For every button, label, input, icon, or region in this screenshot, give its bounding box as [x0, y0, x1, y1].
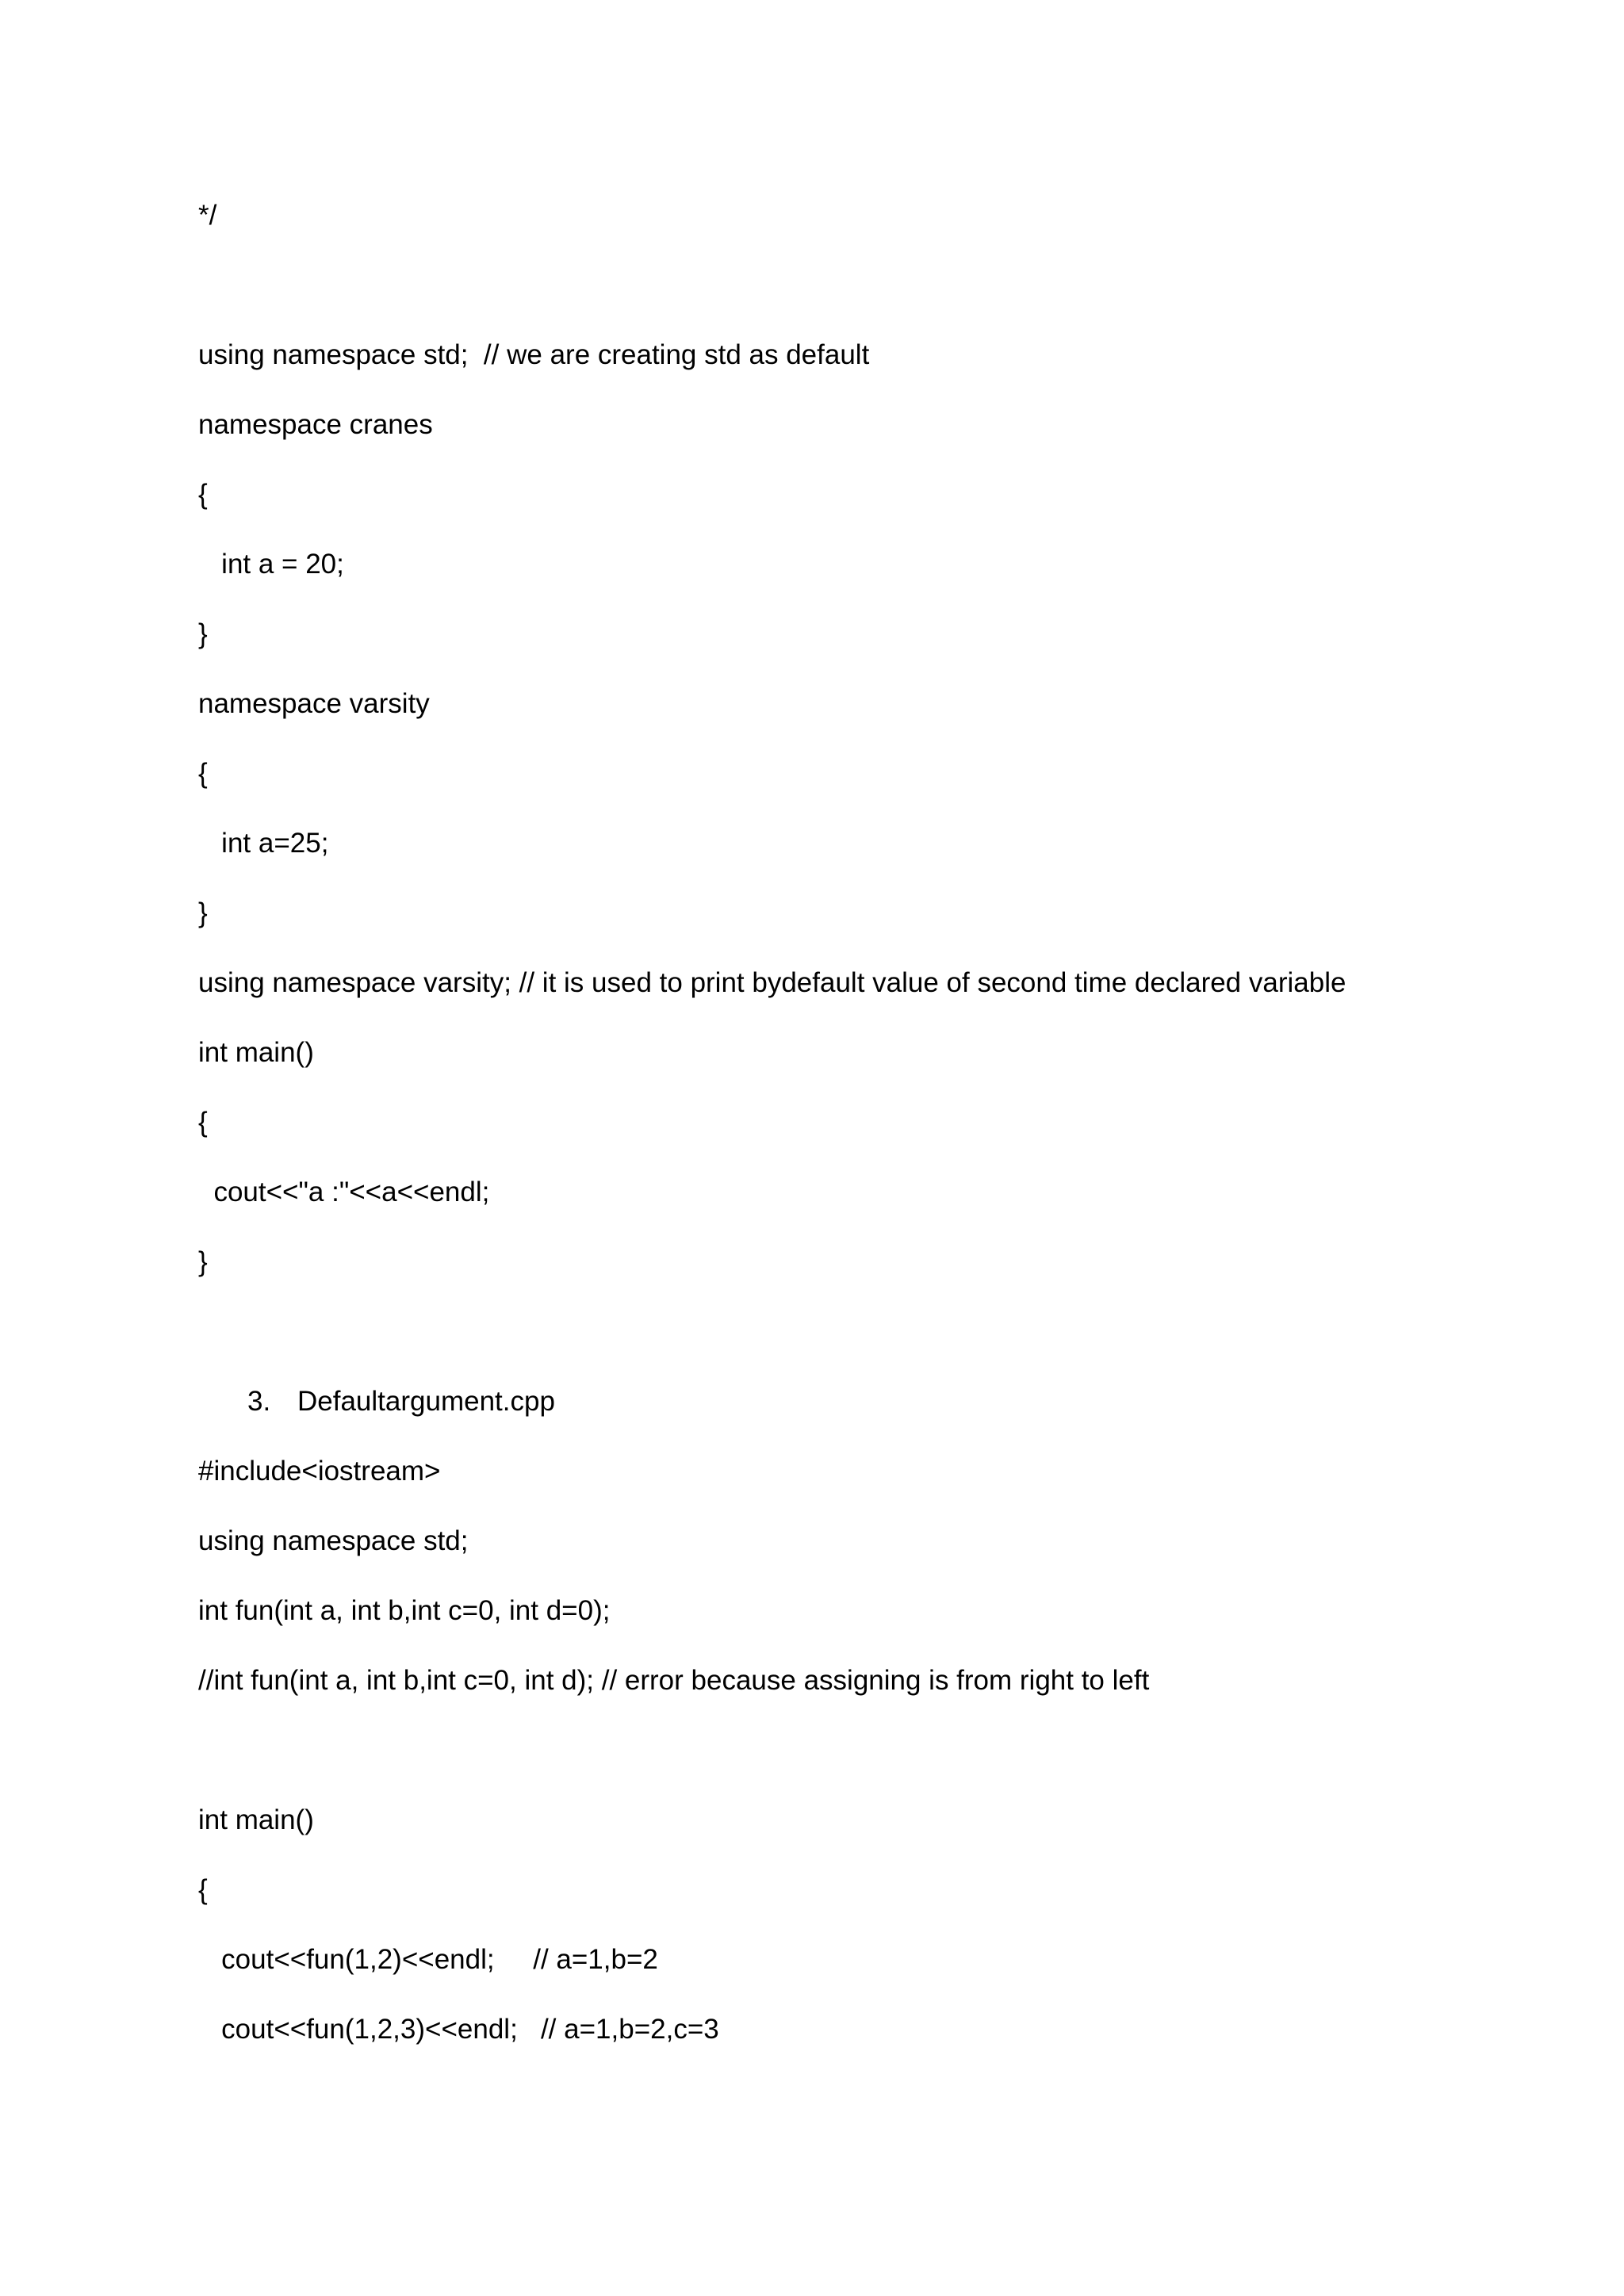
code-line: cout<<"a :"<<a<<endl;: [198, 1177, 490, 1207]
code-line: cout<<fun(1,2,3)<<endl; // a=1,b=2,c=3: [198, 2014, 719, 2045]
code-line: #include<iostream>: [198, 1456, 441, 1487]
code-line: int fun(int a, int b,int c=0, int d=0);: [198, 1595, 611, 1626]
code-line: {: [198, 758, 208, 789]
code-line: }: [198, 897, 208, 928]
code-line: }: [198, 618, 208, 649]
code-line: int main(): [198, 1037, 314, 1068]
code-line: int a = 20;: [198, 549, 344, 580]
code-line: int main(): [198, 1804, 314, 1835]
code-line: {: [198, 1107, 208, 1138]
code-line: }: [198, 1246, 208, 1277]
code-line: {: [198, 1874, 208, 1905]
code-line: using namespace std; // we are creating std as default: [198, 339, 870, 370]
code-line: cout<<fun(1,2)<<endl; // a=1,b=2: [198, 1944, 658, 1975]
code-line: //int fun(int a, int b,int c=0, int d); // error because assigning is from right to left: [198, 1665, 1150, 1696]
section-number: 3.: [247, 1386, 271, 1417]
section-title: Defaultargument.cpp: [297, 1386, 555, 1417]
code-line: using namespace varsity; // it is used to print bydefault value of second time declared variable: [198, 967, 1346, 998]
code-line: using namespace std;: [198, 1525, 469, 1556]
code-line: namespace varsity: [198, 688, 430, 719]
section-heading: [247, 1384, 555, 1419]
code-line: namespace cranes: [198, 409, 433, 440]
code-line: {: [198, 479, 208, 510]
code-line: int a=25;: [198, 828, 329, 859]
code-line: */: [198, 200, 217, 231]
